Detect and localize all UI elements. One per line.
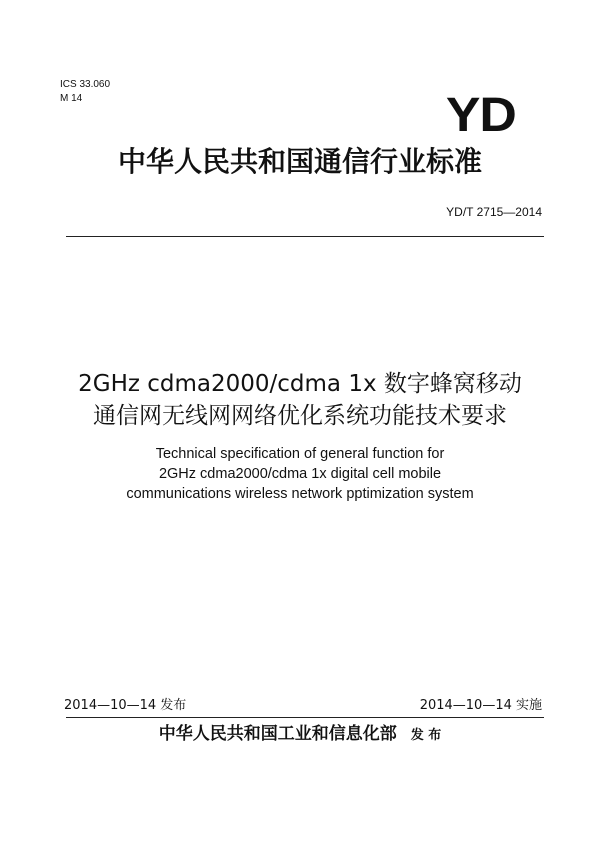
issue-date: 2014—10—14 发布: [64, 698, 187, 713]
classification-block: [60, 78, 110, 106]
english-title-line-1: Technical specification of general function for: [155, 446, 445, 462]
english-title: [0, 444, 600, 504]
english-title-line-3: communications wireless network pptimization system: [126, 486, 474, 502]
bottom-divider: [66, 717, 544, 718]
top-divider: [66, 236, 544, 237]
chinese-title: [0, 368, 600, 432]
ics-code: ICS 33.060: [60, 79, 111, 90]
chinese-title-line-1: 2GHz cdma2000/cdma 1x 数字蜂窝移动: [78, 371, 522, 397]
standard-title: 中华人民共和国通信行业标准: [117, 145, 482, 178]
chinese-title-line-2: 通信网无线网网络优化系统功能技术要求: [93, 403, 507, 429]
category-code: M 14: [60, 93, 83, 104]
implementation-date: 2014—10—14 实施: [419, 698, 542, 713]
english-title-line-2: 2GHz cdma2000/cdma 1x digital cell mobile: [158, 466, 442, 482]
publisher-suffix: 发 布: [410, 728, 442, 743]
publisher-line: [0, 722, 600, 748]
yd-logo: YD: [446, 89, 516, 142]
standard-number: YD/T 2715—2014: [446, 205, 542, 219]
publisher-name: 中华人民共和国工业和信息化部: [158, 724, 397, 744]
